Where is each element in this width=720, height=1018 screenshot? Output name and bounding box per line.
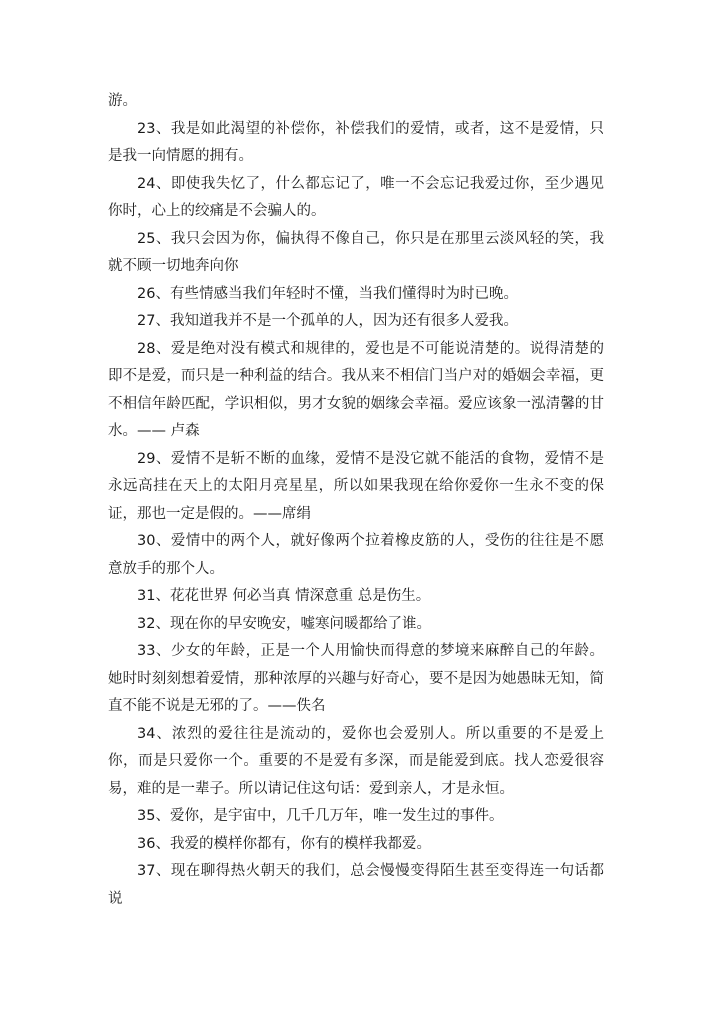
- paragraph-25: 25、我只会因为你，偏执得不像自己，你只是在那里云淡风轻的笑，我就不顾一切地奔向你: [108, 230, 604, 274]
- paragraph-32: 32、现在你的早安晚安，嘘寒问暖都给了谁。: [137, 615, 431, 632]
- paragraph-35: 35、爱你，是宇宙中，几千几万年，唯一发生过的事件。: [137, 808, 504, 824]
- paragraph-29: 29、爱情不是斩不断的血缘，爱情不是没它就不能活的食物，爱情不是永远高挂在天上的太阳月亮星星，所以如果我现在给你爱你一生永不变的保证，那也一定是假的。——席绢: [108, 450, 604, 522]
- paragraph-23: 23、我是如此渴望的补偿你，补偿我们的爱情，或者，这不是爱情，只是我一向情愿的拥有。: [108, 120, 604, 164]
- document-body: [108, 88, 604, 913]
- paragraph-33: 33、少女的年龄，正是一个人用愉快而得意的梦境来麻醉自己的年龄。她时时刻刻想着爱情，那种浓厚的兴趣与好奇心，要不是因为她愚昧无知，简直不能不说是无邪的了。——佚名: [108, 643, 604, 714]
- paragraph-28: 28、爱是绝对没有模式和规律的，爱也是不可能说清楚的。说得清楚的即不是爱，而只是一种利益的结合。我从来不相信门当户对的婚姻会幸福，更不相信年龄匹配，学识相似，男才女貌的姻缘会幸福。爱应该象一泓清馨的甘水。—— 卢森: [108, 340, 604, 439]
- paragraph-36: 36、我爱的模样你都有，你有的模样我都爱。: [137, 835, 431, 852]
- paragraph-34: 34、浓烈的爱往往是流动的，爱你也会爱别人。所以重要的不是爱上你，而是只爱你一个。重要的不是爱有多深，而是能爱到底。找人恋爱很容易，难的是一辈子。所以请记住这句话：爱到亲人，才是永恒。: [108, 725, 604, 797]
- paragraph-30: 30、爱情中的两个人，就好像两个拉着橡皮筋的人，受伤的往往是不愿意放手的那个人。: [108, 533, 604, 577]
- paragraph-27: 27、我知道我并不是一个孤单的人，因为还有很多人爱我。: [137, 313, 518, 329]
- paragraph-continuation: 游。: [108, 93, 137, 109]
- paragraph-31: 31、花花世界 何必当真 情深意重 总是伤生。: [137, 588, 431, 604]
- paragraph-26: 26、有些情感当我们年轻时不懂，当我们懂得时为时已晚。: [137, 285, 518, 302]
- paragraph-37: 37、现在聊得热火朝天的我们，总会慢慢变得陌生甚至变得连一句话都说: [108, 863, 604, 907]
- paragraph-24: 24、即使我失忆了，什么都忘记了，唯一不会忘记我爱过你，至少遇见你时，心上的绞痛是不会骗人的。: [108, 175, 604, 219]
